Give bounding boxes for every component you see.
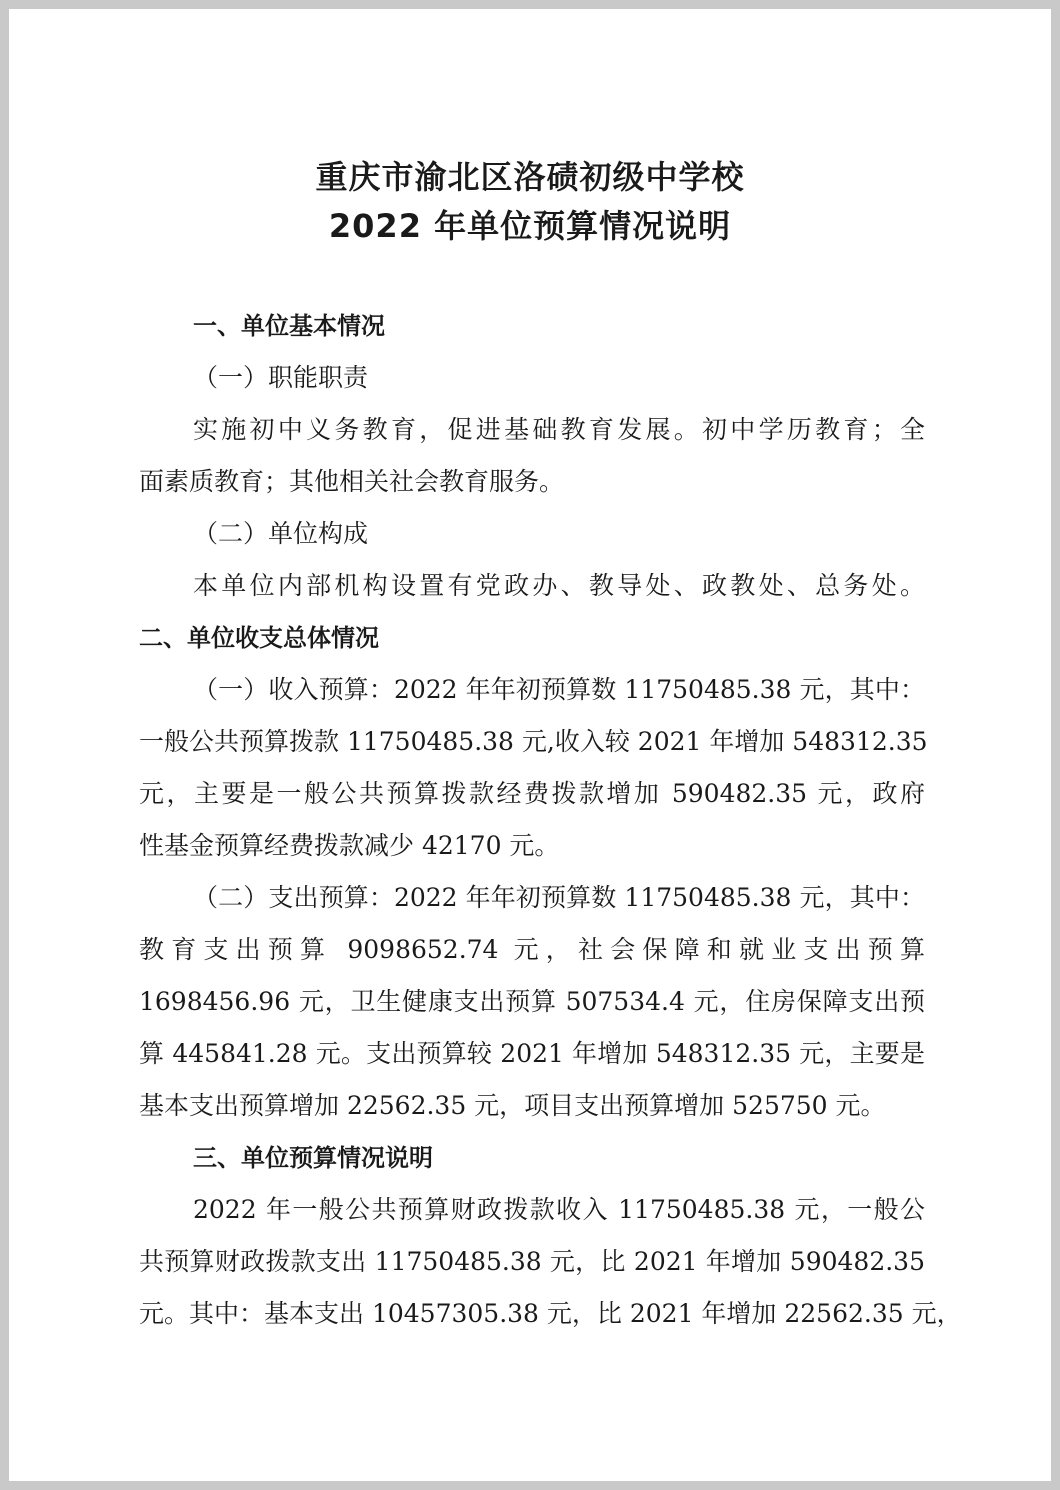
paragraph-line: 算 445841.28 元。支出预算较 2021 年增加 548312.35 元，主要是 [139, 1039, 925, 1068]
document-title-line-2: 2022 年单位预算情况说明 [328, 207, 732, 245]
paragraph-line: 共预算财政拨款支出 11750485.38 元，比 2021 年增加 590482.35 [139, 1247, 925, 1276]
paragraph-line: 教育支出预算 9098652.74 元，社会保障和就业支出预算 [139, 935, 925, 964]
paragraph-line: 2022 年一般公共预算财政拨款收入 11750485.38 元，一般公 [193, 1195, 925, 1224]
document-title-line-1: 重庆市渝北区洛碛初级中学校 [315, 158, 745, 196]
section-heading-1: 一、单位基本情况 [193, 312, 385, 340]
paragraph-line: 元。其中：基本支出 10457305.38 元，比 2021 年增加 22562.35 元， [139, 1299, 962, 1328]
paragraph-line: （二）支出预算：2022 年年初预算数 11750485.38 元，其中： [193, 883, 925, 912]
paragraph-line: 本单位内部机构设置有党政办、教导处、政教处、总务处。 [193, 571, 925, 600]
paragraph-line: 面素质教育；其他相关社会教育服务。 [139, 467, 565, 496]
subsection-heading: （一）职能职责 [193, 363, 369, 392]
paragraph-line: 1698456.96 元，卫生健康支出预算 507534.4 元，住房保障支出预 [139, 987, 925, 1016]
paragraph-line: 元，主要是一般公共预算拨款经费拨款增加 590482.35 元，政府 [139, 779, 925, 808]
paragraph-line: 实施初中义务教育，促进基础教育发展。初中学历教育；全 [193, 415, 925, 444]
document-page [9, 9, 1051, 1481]
paragraph-line: 性基金预算经费拨款减少 42170 元。 [139, 831, 560, 860]
subsection-heading: （二）单位构成 [193, 519, 369, 548]
paragraph-line: 基本支出预算增加 22562.35 元，项目支出预算增加 525750 元。 [139, 1091, 886, 1120]
section-heading-2: 二、单位收支总体情况 [139, 624, 379, 652]
paragraph-line: （一）收入预算：2022 年年初预算数 11750485.38 元，其中： [193, 675, 925, 704]
paragraph-line: 一般公共预算拨款 11750485.38 元,收入较 2021 年增加 548312.35 [139, 727, 928, 756]
section-heading-3: 三、单位预算情况说明 [193, 1144, 433, 1172]
